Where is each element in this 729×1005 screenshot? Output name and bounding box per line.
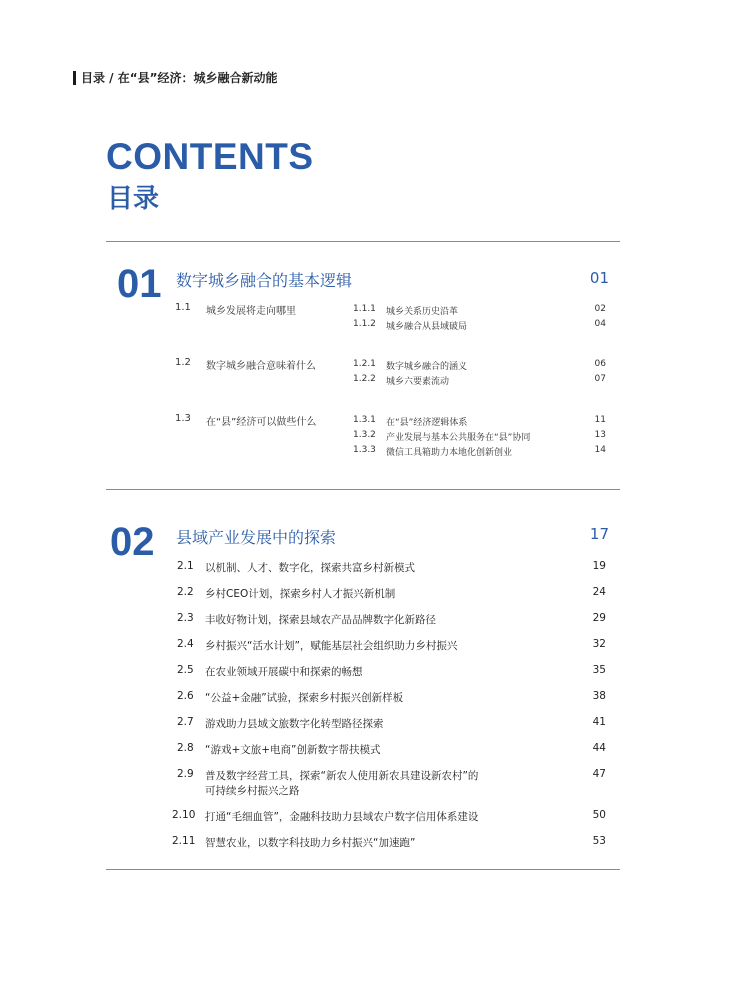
item-page: 32 xyxy=(592,638,606,650)
subchapter-number: 1.1.1 xyxy=(353,304,376,314)
section-number: 02 xyxy=(110,520,155,564)
item-title[interactable]: 智慧农业，以数字科技助力乡村振兴“加速跑” xyxy=(205,837,416,849)
subchapter-page: 06 xyxy=(594,359,606,369)
item-title[interactable]: “公益+金融”试验，探索乡村振兴创新样板 xyxy=(205,692,404,704)
item-page: 29 xyxy=(592,612,606,624)
item-title[interactable]: “游戏+文旅+电商”创新数字帮扶模式 xyxy=(205,744,381,756)
contents-subtitle: 目录 xyxy=(107,184,160,214)
section-page: 01 xyxy=(589,269,609,287)
chapter-number: 1.3 xyxy=(175,413,191,424)
subchapter-title[interactable]: 数字城乡融合的涵义 xyxy=(386,362,468,372)
subchapter-page: 14 xyxy=(594,445,606,455)
item-page: 53 xyxy=(592,835,606,847)
subchapter-page: 07 xyxy=(594,374,606,384)
subchapter-title[interactable]: 在“县”经济逻辑体系 xyxy=(386,418,468,428)
contents-title: CONTENTS xyxy=(106,136,314,177)
item-title-continued[interactable]: 可持续乡村振兴之路 xyxy=(205,785,300,797)
item-title[interactable]: 在农业领域开展碳中和探索的畅想 xyxy=(205,666,363,678)
subchapter-page: 13 xyxy=(594,430,606,440)
subchapter-number: 1.2.2 xyxy=(353,374,376,384)
item-number: 2.6 xyxy=(177,690,194,702)
section-page: 17 xyxy=(589,525,609,543)
chapter-number: 1.2 xyxy=(175,357,191,368)
item-title[interactable]: 丰收好物计划，探索县域农产品品牌数字化新路径 xyxy=(205,614,436,626)
item-number: 2.3 xyxy=(177,612,194,624)
subchapter-title[interactable]: 产业发展与基本公共服务在“县”协同 xyxy=(386,433,531,443)
divider xyxy=(106,241,620,242)
item-number: 2.2 xyxy=(177,586,194,598)
subchapter-number: 1.3.2 xyxy=(353,430,376,440)
subchapter-title[interactable]: 城乡六要素流动 xyxy=(386,377,450,387)
subchapter-title[interactable]: 微信工具箱助力本地化创新创业 xyxy=(386,448,513,458)
item-page: 41 xyxy=(592,716,606,728)
chapter-title[interactable]: 数字城乡融合意味着什么 xyxy=(206,361,316,372)
subchapter-number: 1.3.3 xyxy=(353,445,376,455)
item-number: 2.5 xyxy=(177,664,194,676)
subchapter-page: 02 xyxy=(594,304,606,314)
item-number: 2.4 xyxy=(177,638,194,650)
divider xyxy=(106,489,620,490)
chapter-number: 1.1 xyxy=(175,302,191,313)
item-page: 47 xyxy=(592,768,606,780)
item-page: 44 xyxy=(592,742,606,754)
breadcrumb-bar xyxy=(73,71,76,85)
subchapter-number: 1.2.1 xyxy=(353,359,376,369)
item-number: 2.1 xyxy=(177,560,194,572)
subchapter-number: 1.3.1 xyxy=(353,415,376,425)
subchapter-title[interactable]: 城乡关系历史沿革 xyxy=(386,307,459,317)
item-title[interactable]: 普及数字经营工具，探索“新农人使用新农具建设新农村”的 xyxy=(205,770,479,782)
item-page: 35 xyxy=(592,664,606,676)
section-title[interactable]: 县域产业发展中的探索 xyxy=(176,528,337,547)
chapter-title[interactable]: 在“县”经济可以做些什么 xyxy=(206,417,317,428)
subchapter-page: 11 xyxy=(594,415,606,425)
item-title[interactable]: 以机制、人才、数字化，探索共富乡村新模式 xyxy=(205,562,415,574)
item-page: 50 xyxy=(592,809,606,821)
subchapter-title[interactable]: 城乡融合从县域破局 xyxy=(386,322,468,332)
item-number: 2.11 xyxy=(172,835,196,847)
item-number: 2.8 xyxy=(177,742,194,754)
item-number: 2.10 xyxy=(172,809,196,821)
subchapter-page: 04 xyxy=(594,319,606,329)
divider xyxy=(106,869,620,870)
chapter-title[interactable]: 城乡发展将走向哪里 xyxy=(206,306,296,317)
item-page: 24 xyxy=(592,586,606,598)
item-title[interactable]: 乡村CEO计划，探索乡村人才振兴新机制 xyxy=(205,588,396,600)
item-number: 2.7 xyxy=(177,716,194,728)
item-number: 2.9 xyxy=(177,768,194,780)
section-title[interactable]: 数字城乡融合的基本逻辑 xyxy=(176,271,353,290)
item-page: 19 xyxy=(592,560,606,572)
breadcrumb xyxy=(73,69,278,86)
section-number: 01 xyxy=(117,262,162,306)
item-title[interactable]: 乡村振兴“活水计划”，赋能基层社会组织助力乡村振兴 xyxy=(205,640,458,652)
breadcrumb-text: 目录 / 在“县”经济：城乡融合新动能 xyxy=(81,71,278,85)
subchapter-number: 1.1.2 xyxy=(353,319,376,329)
item-page: 38 xyxy=(592,690,606,702)
item-title[interactable]: 打通“毛细血管”，金融科技助力县域农户数字信用体系建设 xyxy=(205,811,479,823)
item-title[interactable]: 游戏助力县域文旅数字化转型路径探索 xyxy=(205,718,384,730)
